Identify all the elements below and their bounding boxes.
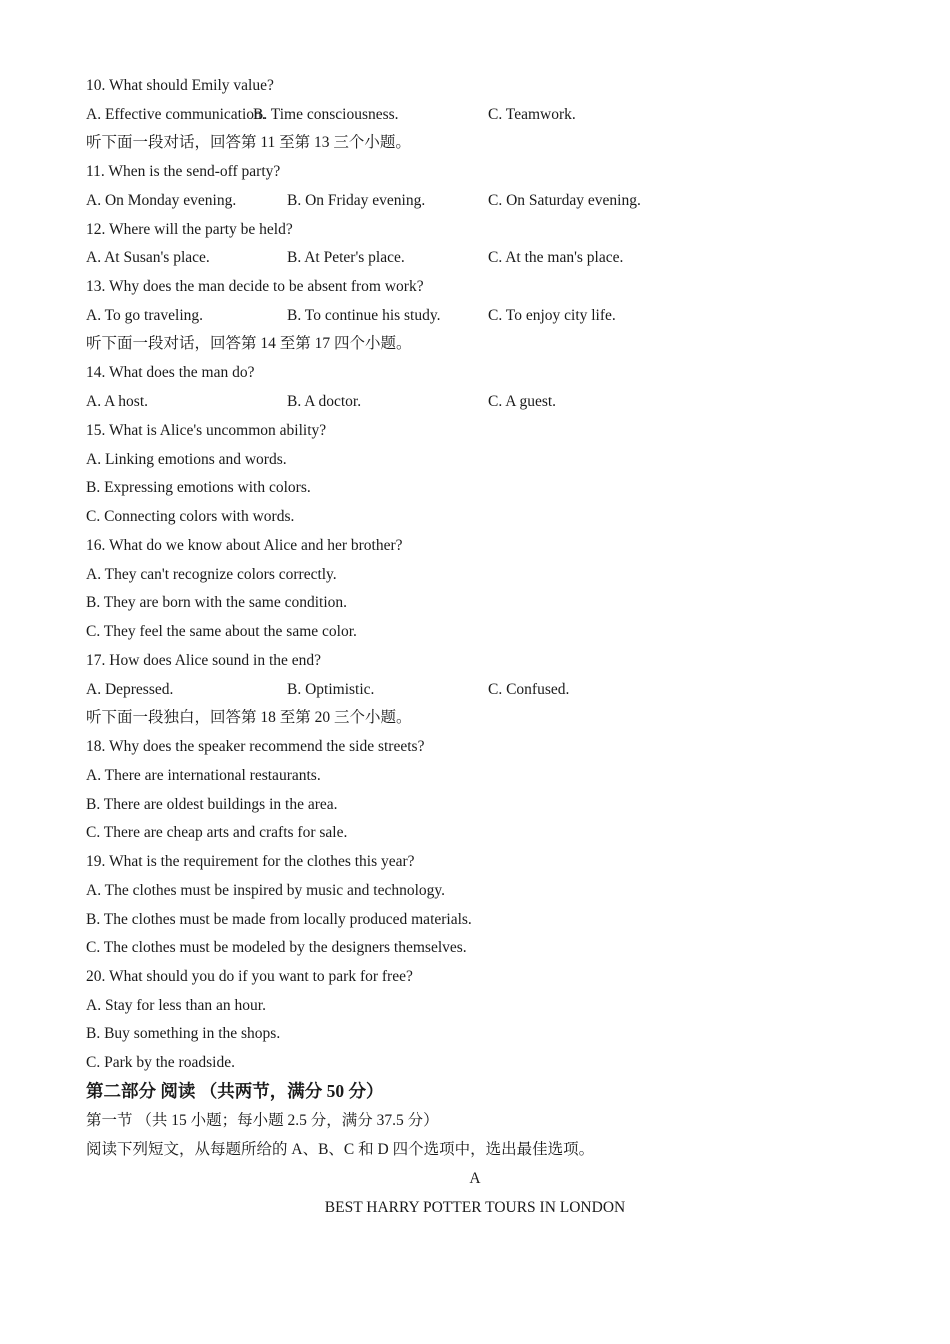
passage-letter: A [469,1170,481,1187]
option-b: B. Optimistic. [287,681,375,698]
option-a: A. At Susan's place. [86,249,210,266]
question-16-option-b: B. They are born with the same condition. [86,594,348,611]
reading-instruction: 阅读下列短文，从每题所给的 A、B、C 和 D 四个选项中，选出最佳选项。 [86,1141,595,1158]
question-14-options [86,392,866,412]
question-18-option-b: B. There are oldest buildings in the area. [86,796,338,813]
option-a: A. Effective communication. [86,106,266,123]
question-13: 13. Why does the man decide to be absent from work? [86,278,424,295]
question-20-option-b: B. Buy something in the shops. [86,1025,281,1042]
question-10: 10. What should Emily value? [86,77,274,94]
question-15-option-c: C. Connecting colors with words. [86,508,295,525]
instruction-18-20: 听下面一段独白，回答第 18 至第 20 三个小题。 [86,709,412,726]
question-16-option-c: C. They feel the same about the same color. [86,623,357,640]
question-11: 11. When is the send-off party? [86,163,281,180]
question-16: 16. What do we know about Alice and her brother? [86,537,403,554]
question-20: 20. What should you do if you want to park for free? [86,968,413,985]
question-18-option-a: A. There are international restaurants. [86,767,321,784]
option-b: B. At Peter's place. [287,249,405,266]
question-18: 18. Why does the speaker recommend the side streets? [86,738,425,755]
option-b: B. Time consciousness. [253,106,399,123]
question-12-options [86,248,866,268]
option-c: C. On Saturday evening. [488,192,641,209]
question-10-options [86,105,866,125]
question-11-options [86,191,866,211]
option-c: C. A guest. [488,393,557,410]
question-14: 14. What does the man do? [86,364,255,381]
option-c: C. Confused. [488,681,570,698]
question-12: 12. Where will the party be held? [86,221,293,238]
question-15: 15. What is Alice's uncommon ability? [86,422,327,439]
option-b: B. On Friday evening. [287,192,426,209]
passage-title: BEST HARRY POTTER TOURS IN LONDON [324,1199,626,1216]
option-c: C. To enjoy city life. [488,307,616,324]
option-a: A. On Monday evening. [86,192,237,209]
question-19-option-b: B. The clothes must be made from locally produced materials. [86,911,472,928]
question-15-option-b: B. Expressing emotions with colors. [86,479,311,496]
section-1-heading: 第一节 （共 15 小题；每小题 2.5 分，满分 37.5 分） [86,1112,439,1129]
option-b: B. A doctor. [287,393,362,410]
question-17: 17. How does Alice sound in the end? [86,652,322,669]
question-19-option-a: A. The clothes must be inspired by music and technology. [86,882,446,899]
option-c: C. At the man's place. [488,249,624,266]
instruction-14-17: 听下面一段对话，回答第 14 至第 17 四个小题。 [86,335,412,352]
option-a: A. To go traveling. [86,307,204,324]
option-a: A. A host. [86,393,149,410]
part-2-title: 第二部分 阅读 （共两节，满分 50 分） [86,1081,384,1101]
question-15-option-a: A. Linking emotions and words. [86,451,287,468]
question-16-option-a: A. They can't recognize colors correctly. [86,566,337,583]
instruction-11-13: 听下面一段对话，回答第 11 至第 13 三个小题。 [86,134,411,151]
question-19-option-c: C. The clothes must be modeled by the designers themselves. [86,939,467,956]
question-13-options [86,306,866,326]
question-10-option-b-row [253,105,453,125]
question-18-option-c: C. There are cheap arts and crafts for sale. [86,824,348,841]
option-c: C. Teamwork. [488,106,576,123]
question-20-option-c: C. Park by the roadside. [86,1054,235,1071]
question-17-options [86,680,866,700]
option-b: B. To continue his study. [287,307,441,324]
option-a: A. Depressed. [86,681,174,698]
question-20-option-a: A. Stay for less than an hour. [86,997,266,1014]
question-19: 19. What is the requirement for the clothes this year? [86,853,415,870]
